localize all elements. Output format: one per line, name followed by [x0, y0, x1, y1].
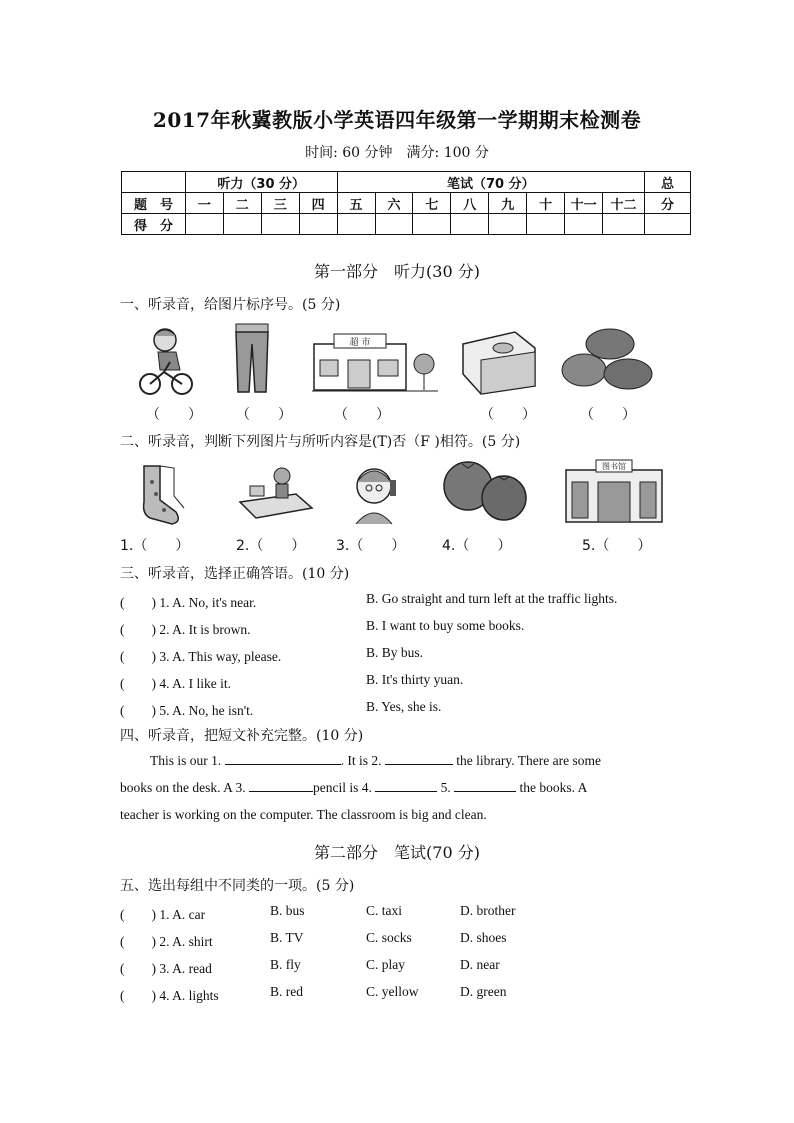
q3-option-a: ( ) 4. A. I like it.	[120, 676, 231, 691]
q5-option-c: C. socks	[366, 930, 412, 945]
q5-option-d: D. near	[460, 957, 500, 972]
score-table-corner	[122, 172, 186, 193]
q1-answer-paren[interactable]: （ ）	[236, 407, 292, 423]
total-header-2: 分	[644, 193, 690, 214]
exam-time-score: 时间: 60 分钟 满分: 100 分	[305, 145, 489, 161]
writing-header: 笔试（70 分）	[337, 172, 644, 193]
q4-passage	[120, 747, 672, 828]
page-title: 2017年秋冀教版小学英语四年级第一学期期末检测卷	[152, 108, 642, 132]
study-desk-picture	[236, 462, 316, 524]
q3-option-b: B. By bus.	[366, 645, 424, 660]
passage-text: . It is 2.	[340, 753, 382, 768]
socks-picture	[138, 462, 186, 528]
score-cell	[375, 214, 413, 235]
q5-option-b: B. red	[270, 984, 303, 999]
q5-option-d: D. shoes	[460, 930, 507, 945]
q2-answer-paren[interactable]: 4.（ ）	[442, 538, 512, 554]
passage-text: pencil is 4.	[313, 780, 372, 795]
q5-option-a: ( ) 2. A. shirt	[120, 934, 213, 949]
score-cell	[644, 214, 690, 235]
q4-prompt: 四、听录音，把短文补充完整。(10 分)	[120, 728, 364, 744]
question-number: 十	[527, 193, 565, 214]
tomatoes-picture	[438, 458, 534, 522]
fill-blank-3[interactable]	[249, 777, 313, 792]
question-number: 九	[489, 193, 527, 214]
score-cell	[185, 214, 223, 235]
q3-option-a: ( ) 3. A. This way, please.	[120, 649, 282, 664]
question-number: 七	[413, 193, 451, 214]
question-number: 六	[375, 193, 413, 214]
score-cell	[489, 214, 527, 235]
question-number: 八	[451, 193, 489, 214]
question-number: 十二	[603, 193, 645, 214]
q1-prompt: 一、听录音，给图片标序号。(5 分)	[120, 297, 341, 313]
score-cell	[261, 214, 299, 235]
score-table	[121, 171, 691, 235]
q3-option-b: B. I want to buy some books.	[366, 618, 525, 633]
fill-blank-5[interactable]	[454, 777, 516, 792]
q2-answer-paren[interactable]: 5.（ ）	[582, 538, 652, 554]
passage-text: the library. There are some	[456, 753, 601, 768]
trousers-picture	[233, 322, 271, 394]
listening-header: 听力（30 分）	[185, 172, 337, 193]
bed-picture	[457, 324, 539, 396]
part2-title: 第二部分 笔试(70 分)	[314, 843, 480, 862]
score-cell	[527, 214, 565, 235]
q5-option-c: C. yellow	[366, 984, 419, 999]
q3-option-b: B. It's thirty yuan.	[366, 672, 464, 687]
q5-option-b: B. fly	[270, 957, 301, 972]
score-cell	[565, 214, 603, 235]
question-number: 四	[299, 193, 337, 214]
passage-text: 5.	[440, 780, 451, 795]
q2-answer-paren[interactable]: 2.（ ）	[236, 538, 306, 554]
part1-title: 第一部分 听力(30 分)	[314, 262, 480, 281]
q3-option-b: B. Go straight and turn left at the traffic lights.	[366, 591, 618, 606]
q3-prompt: 三、听录音，选择正确答语。(10 分)	[120, 566, 350, 582]
q2-answer-paren[interactable]: 3.（ ）	[336, 538, 406, 554]
cyclist-picture	[136, 324, 196, 396]
score-cell	[451, 214, 489, 235]
q2-prompt: 二、听录音，判断下列图片与所听内容是(T)否（F )相符。(5 分)	[120, 434, 521, 450]
q5-option-c: C. play	[366, 957, 405, 972]
fill-blank-1[interactable]	[225, 750, 341, 765]
passage-text: This is our 1.	[150, 753, 222, 768]
score-cell	[337, 214, 375, 235]
q5-option-b: B. TV	[270, 930, 304, 945]
supermarket-sign: 超 市	[349, 338, 371, 348]
fill-blank-4[interactable]	[375, 777, 437, 792]
question-number: 五	[337, 193, 375, 214]
score-cell	[223, 214, 261, 235]
q5-option-a: ( ) 4. A. lights	[120, 988, 219, 1003]
q5-option-b: B. bus	[270, 903, 305, 918]
score-cell	[299, 214, 337, 235]
passage-text: teacher is working on the computer. The classroom is big and clean.	[120, 807, 487, 822]
q3-option-a: ( ) 1. A. No, it's near.	[120, 595, 257, 610]
q1-answer-paren[interactable]: （ ）	[580, 407, 636, 423]
q3-option-a: ( ) 5. A. No, he isn't.	[120, 703, 254, 718]
library-sign: 图书馆	[602, 462, 626, 471]
question-number: 三	[261, 193, 299, 214]
total-header: 总	[644, 172, 690, 193]
q1-answer-paren[interactable]: （ ）	[480, 407, 536, 423]
q5-option-d: D. green	[460, 984, 507, 999]
q2-answer-paren[interactable]: 1.（ ）	[120, 538, 190, 554]
passage-text: books on the desk. A 3.	[120, 780, 246, 795]
q5-option-c: C. taxi	[366, 903, 402, 918]
q1-answer-paren[interactable]: （ ）	[146, 407, 202, 423]
score-cell	[413, 214, 451, 235]
library-picture	[562, 458, 666, 524]
q3-option-a: ( ) 2. A. It is brown.	[120, 622, 251, 637]
grandma-phone-picture	[348, 462, 404, 526]
number-row-label: 题 号	[122, 193, 186, 214]
q5-option-a: ( ) 3. A. read	[120, 961, 212, 976]
question-number: 一	[185, 193, 223, 214]
score-row-label: 得 分	[122, 214, 186, 235]
supermarket-picture	[312, 330, 438, 394]
potatoes-picture	[560, 326, 656, 394]
question-number: 十一	[565, 193, 603, 214]
q5-option-d: D. brother	[460, 903, 516, 918]
fill-blank-2[interactable]	[385, 750, 453, 765]
q5-option-a: ( ) 1. A. car	[120, 907, 206, 922]
q5-prompt: 五、选出每组中不同类的一项。(5 分)	[120, 878, 355, 894]
passage-text: the books. A	[519, 780, 588, 795]
score-cell	[603, 214, 645, 235]
q1-answer-paren[interactable]: （ ）	[334, 407, 390, 423]
question-number: 二	[223, 193, 261, 214]
q3-option-b: B. Yes, she is.	[366, 699, 442, 714]
